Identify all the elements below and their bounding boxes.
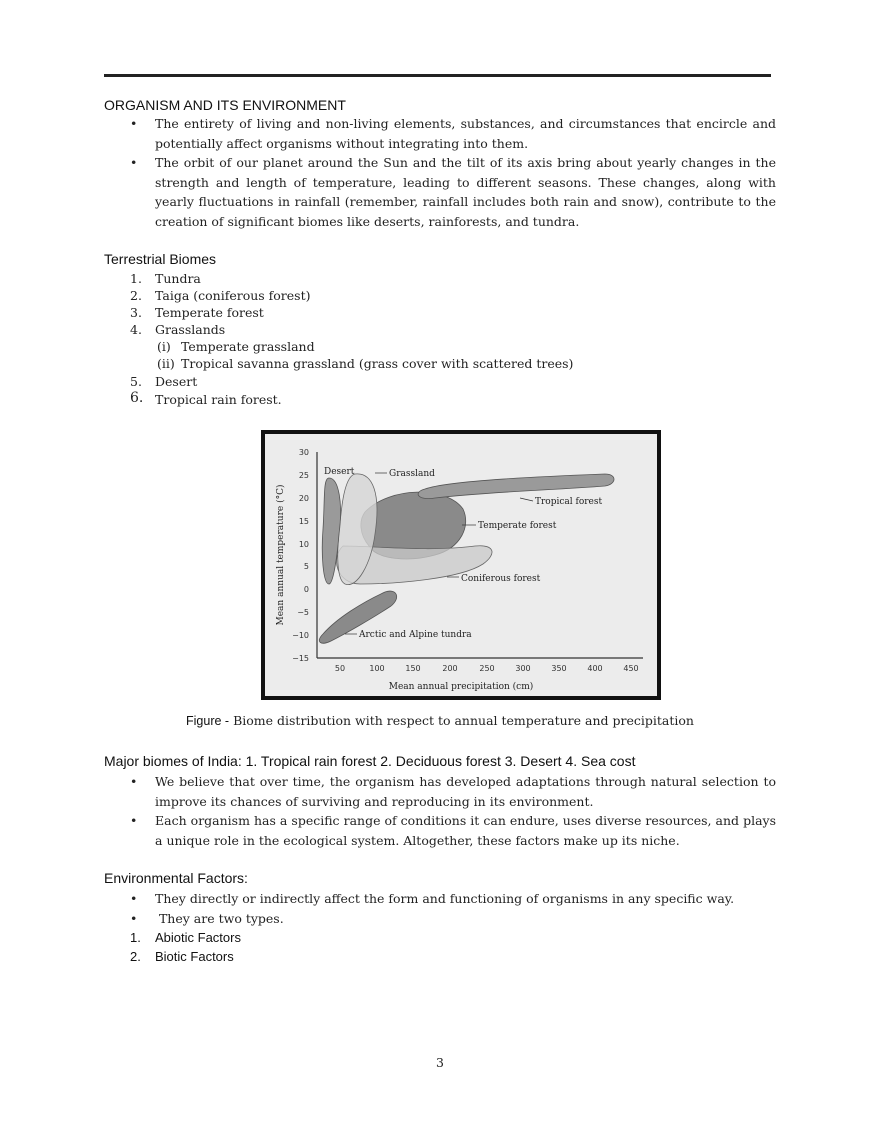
bullet-text: The orbit of our planet around the Sun and the tilt of its axis bring about yearly changes in the strength and length of temperature, leading to different seasons. These changes, along with yearly fluctuations in rainfall (remember, rainfall includes both rain and snow), contribute to the creation of significant biomes like deserts, rainforests, and tundra. (155, 155, 776, 229)
bullet-marker: • (130, 813, 138, 828)
x-tick-label: 50 (334, 664, 346, 673)
sublist-number: (i) (157, 339, 171, 354)
x-tick-label: 350 (551, 664, 567, 673)
list-item: Tropical rain forest. (155, 392, 282, 407)
list-number: 1. (130, 930, 141, 945)
desert-label: Desert (324, 467, 355, 477)
list-item: Tundra (155, 271, 201, 286)
coniferous-forest-label: Coniferous forest (461, 574, 541, 584)
tropical-forest-label: Tropical forest (535, 497, 603, 507)
x-tick-label: 300 (515, 664, 531, 673)
list-number: 5. (130, 374, 142, 389)
y-tick-label: −10 (292, 631, 309, 640)
x-tick-label: 450 (623, 664, 639, 673)
list-number: 3. (130, 305, 142, 320)
y-tick-label: 15 (298, 517, 309, 526)
sublist-item: Temperate grassland (181, 339, 315, 354)
section-title-organism: ORGANISM AND ITS ENVIRONMENT (104, 97, 346, 113)
bullet-marker: • (130, 155, 138, 170)
list-item: Grasslands (155, 322, 226, 337)
bullet-marker: • (130, 911, 138, 926)
top-rule (104, 74, 771, 77)
list-item: Abiotic Factors (155, 930, 241, 945)
list-item: Desert (155, 374, 198, 389)
y-tick-label: −15 (292, 654, 309, 663)
list-number: 1. (130, 271, 142, 286)
bullet-text: We believe that over time, the organism has developed adaptations through natural selection to improve its chances of surviving and reproducing in its environment. (155, 774, 776, 809)
y-tick-label: 10 (298, 540, 309, 549)
sublist-number: (ii) (157, 356, 175, 371)
bullet-text: They are two types. (155, 911, 284, 926)
list-number: 2. (130, 949, 141, 964)
list-item: Temperate forest (155, 305, 264, 320)
y-tick-label: 5 (303, 562, 309, 571)
y-tick-label: 0 (303, 585, 309, 594)
tundra-label: Arctic and Alpine tundra (359, 630, 472, 640)
list-item: Biotic Factors (155, 949, 234, 964)
bullet-text: Each organism has a specific range of conditions it can endure, uses diverse resources, and plays a unique role in the ecological system. Altogether, these factors make up its niche. (155, 813, 776, 848)
x-tick-label: 200 (442, 664, 458, 673)
section-title-environmental-factors: Environmental Factors: (104, 870, 248, 886)
section-title-terrestrial-biomes: Terrestrial Biomes (104, 251, 217, 267)
bullet-marker: • (130, 116, 138, 131)
bullet-marker: • (130, 891, 138, 906)
temperate-forest-label: Temperate forest (478, 521, 557, 531)
biome-figure (261, 430, 661, 700)
x-tick-label: 100 (369, 664, 385, 673)
grassland-label: Grassland (389, 469, 435, 479)
y-tick-label: −5 (297, 608, 309, 617)
section-title-major-biomes: Major biomes of India: 1. Tropical rain forest 2. Deciduous forest 3. Desert 4. Sea cost (104, 753, 636, 769)
y-axis-title: Mean annual temperature (°C) (276, 484, 286, 626)
list-item: Taiga (coniferous forest) (155, 288, 311, 303)
bullet-text: They directly or indirectly affect the form and functioning of organisms in any specific way. (155, 891, 735, 906)
bullet-marker: • (130, 774, 138, 789)
list-number: 2. (130, 288, 142, 303)
list-number: 4. (130, 322, 142, 337)
x-tick-label: 150 (405, 664, 421, 673)
figure-caption: Figure - Biome distribution with respect to annual temperature and precipitation (186, 713, 694, 728)
x-axis-title: Mean annual precipitation (cm) (388, 682, 534, 692)
biome-diagram (265, 434, 657, 696)
x-tick-label: 400 (587, 664, 603, 673)
y-tick-label: 25 (298, 471, 309, 480)
list-number: 6. (130, 390, 144, 406)
sublist-item: Tropical savanna grassland (grass cover with scattered trees) (181, 356, 574, 371)
y-tick-label: 30 (298, 448, 309, 457)
x-tick-label: 250 (479, 664, 495, 673)
y-tick-label: 20 (298, 494, 309, 503)
bullet-text: The entirety of living and non-living elements, substances, and circumstances that encircle and potentially affect organisms without integrating into them. (155, 116, 776, 151)
page-number: 3 (436, 1055, 444, 1070)
